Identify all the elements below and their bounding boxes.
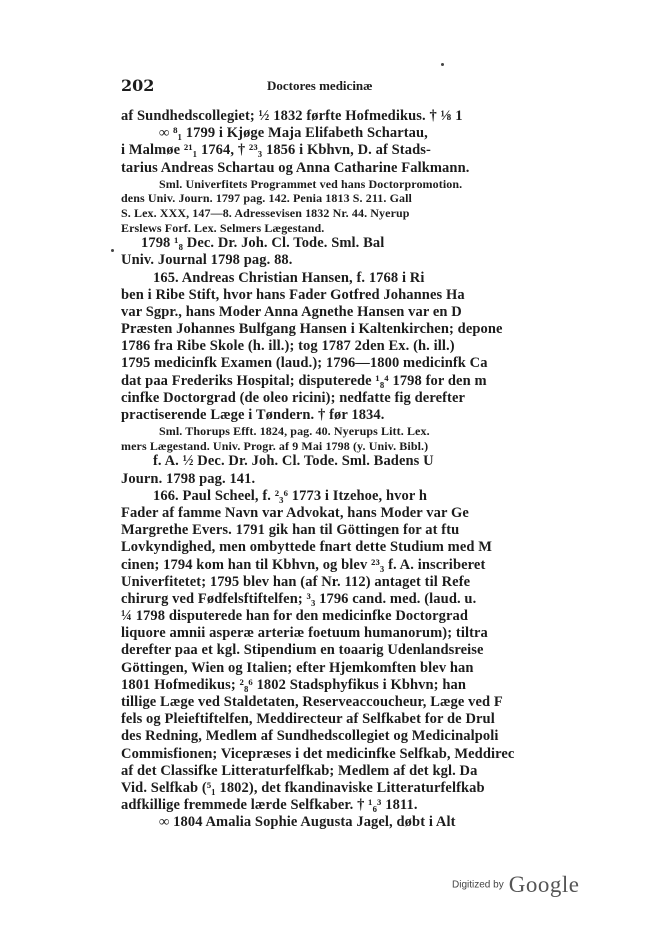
text-line: Journ. 1798 pag. 141. — [121, 470, 256, 487]
text-line: 1798 ¹₈ Dec. Dr. Joh. Cl. Tode. Sml. Bal — [141, 235, 385, 252]
entry-heading-166: 166. Paul Scheel, f. ²₃⁶ 1773 i Itzehoe, hvor h — [153, 487, 428, 504]
entry-heading-165: 165. Andreas Christian Hansen, f. 1768 i Ri — [153, 269, 425, 286]
text-line: liquore amnii asperæ arteriæ foetuum humanorum); tiltra — [121, 625, 488, 642]
text-line: i Malmøe ²¹₁ 1764, † ²³₃ 1856 i Kbhvn, D. af Stads- — [121, 142, 431, 159]
text-line: Univ. Journal 1798 pag. 88. — [121, 252, 293, 269]
text-line: tarius Andreas Schartau og Anna Catharine Falkmann. — [121, 159, 470, 176]
body-text — [121, 108, 664, 832]
text-line: ∞ 1804 Amalia Sophie Augusta Jagel, døbt i Alt — [159, 814, 456, 831]
text-line: Margrethe Evers. 1791 gik han til Göttingen for at ftu — [121, 522, 460, 539]
text-line: practiserende Læge i Tøndern. † før 1834. — [121, 407, 385, 423]
text-line: 1786 fra Ribe Skole (h. ill.); tog 1787 2den Ex. (h. ill.) — [121, 338, 455, 355]
text-line: var Sgpr., hans Moder Anna Agnethe Hansen var en D — [121, 303, 462, 320]
running-head: Doctores medicinæ — [267, 78, 373, 93]
text-line: derefter paa et kgl. Stipendium en toaarig Udenlandsreise — [121, 642, 484, 659]
text-line: Vid. Selfkab (⁵₁ 1802), det fkandinaviske Litteraturfelfkab — [121, 779, 485, 796]
ink-speck — [441, 63, 444, 66]
text-line: adfkillige fremmede lærde Selfkaber. † ¹₆³ 1811. — [121, 797, 418, 814]
text-line: ∞ ⁸₁ 1799 i Kjøge Maja Elifabeth Schartau, — [159, 125, 428, 142]
digitized-label: Digitized by — [452, 879, 504, 891]
text-line: cinfke Doctorgrad (de oleo ricini); nedfatte fig derefter — [121, 389, 466, 406]
text-line: ben i Ribe Stift, hvor hans Fader Gotfred Johannes Ha — [121, 286, 465, 303]
text-line: Præsten Johannes Bulfgang Hansen i Kaltenkirchen; depone — [121, 321, 503, 338]
text-line: Lovkyndighed, men ombyttede fnart dette Studium med M — [121, 539, 493, 556]
text-line: Commisfionen; Vicepræses i det medicinfke Selfkab, Meddirec — [121, 745, 515, 762]
page-header — [121, 76, 641, 98]
citation-line: dens Univ. Journ. 1797 pag. 142. Penia 1813 S. 211. Gall — [121, 191, 412, 206]
text-line: 1795 medicinfk Examen (laud.); 1796—1800 medicinfk Ca — [121, 355, 488, 372]
text-line: Fader af famme Navn var Advokat, hans Moder var Ge — [121, 504, 469, 521]
digitized-by-google-watermark — [452, 872, 602, 902]
text-line: Göttingen, Wien og Italien; efter Hjemkomften blev han — [121, 659, 474, 676]
citation-line: mers Lægestand. Univ. Progr. af 9 Mai 1798 (y. Univ. Bibl.) — [121, 438, 429, 453]
text-line: f. A. ½ Dec. Dr. Joh. Cl. Tode. Sml. Badens U — [153, 453, 434, 470]
citation-line: Erslews Forf. Lex. Selmers Lægestand. — [121, 220, 325, 235]
text-line: cinen; 1794 kom han til Kbhvn, og blev ²³₃ f. A. inscriberet — [121, 556, 486, 573]
text-line: Univerfitetet; 1795 blev han (af Nr. 112) antaget til Refe — [121, 573, 471, 590]
citation-line: S. Lex. XXX, 147—8. Adressevisen 1832 Nr. 44. Nyerup — [121, 205, 410, 220]
text-line: 1801 Hofmedikus; ²₈⁶ 1802 Stadsphyfikus i Kbhvn; han — [121, 676, 466, 693]
text-line: ¼ 1798 disputerede han for den medicinfke Doctorgrad — [121, 608, 469, 625]
text-line: chirurg ved Fødfelsftiftelfen; ³₃ 1796 cand. med. (laud. u. — [121, 590, 477, 607]
page-number: 202 — [121, 76, 155, 95]
citation-line: Sml. Thorups Efft. 1824, pag. 40. Nyerups Litt. Lex. — [159, 424, 430, 439]
text-line: af Sundhedscollegiet; ½ 1832 førfte Hofmedikus. † ⅛ 1 — [121, 108, 463, 124]
text-line: af det Classifke Litteraturfelfkab; Medlem af det kgl. Da — [121, 762, 478, 779]
citation-line: Sml. Univerfitets Programmet ved hans Doctorpromotion. — [159, 176, 463, 191]
text-line: fels og Pleieftiftelfen, Meddirecteur af Selfkabet for de Drul — [121, 711, 495, 728]
text-line: des Redning, Medlem af Sundhedscollegiet og Medicinalpoli — [121, 728, 499, 745]
text-line: dat paa Frederiks Hospital; disputerede ¹₈⁴ 1798 for den m — [121, 372, 487, 389]
ink-speck — [111, 249, 114, 252]
text-line: tillige Læge ved Staldetaten, Reserveaccoucheur, Læge ved F — [121, 694, 503, 710]
google-logo: Google — [508, 872, 580, 897]
